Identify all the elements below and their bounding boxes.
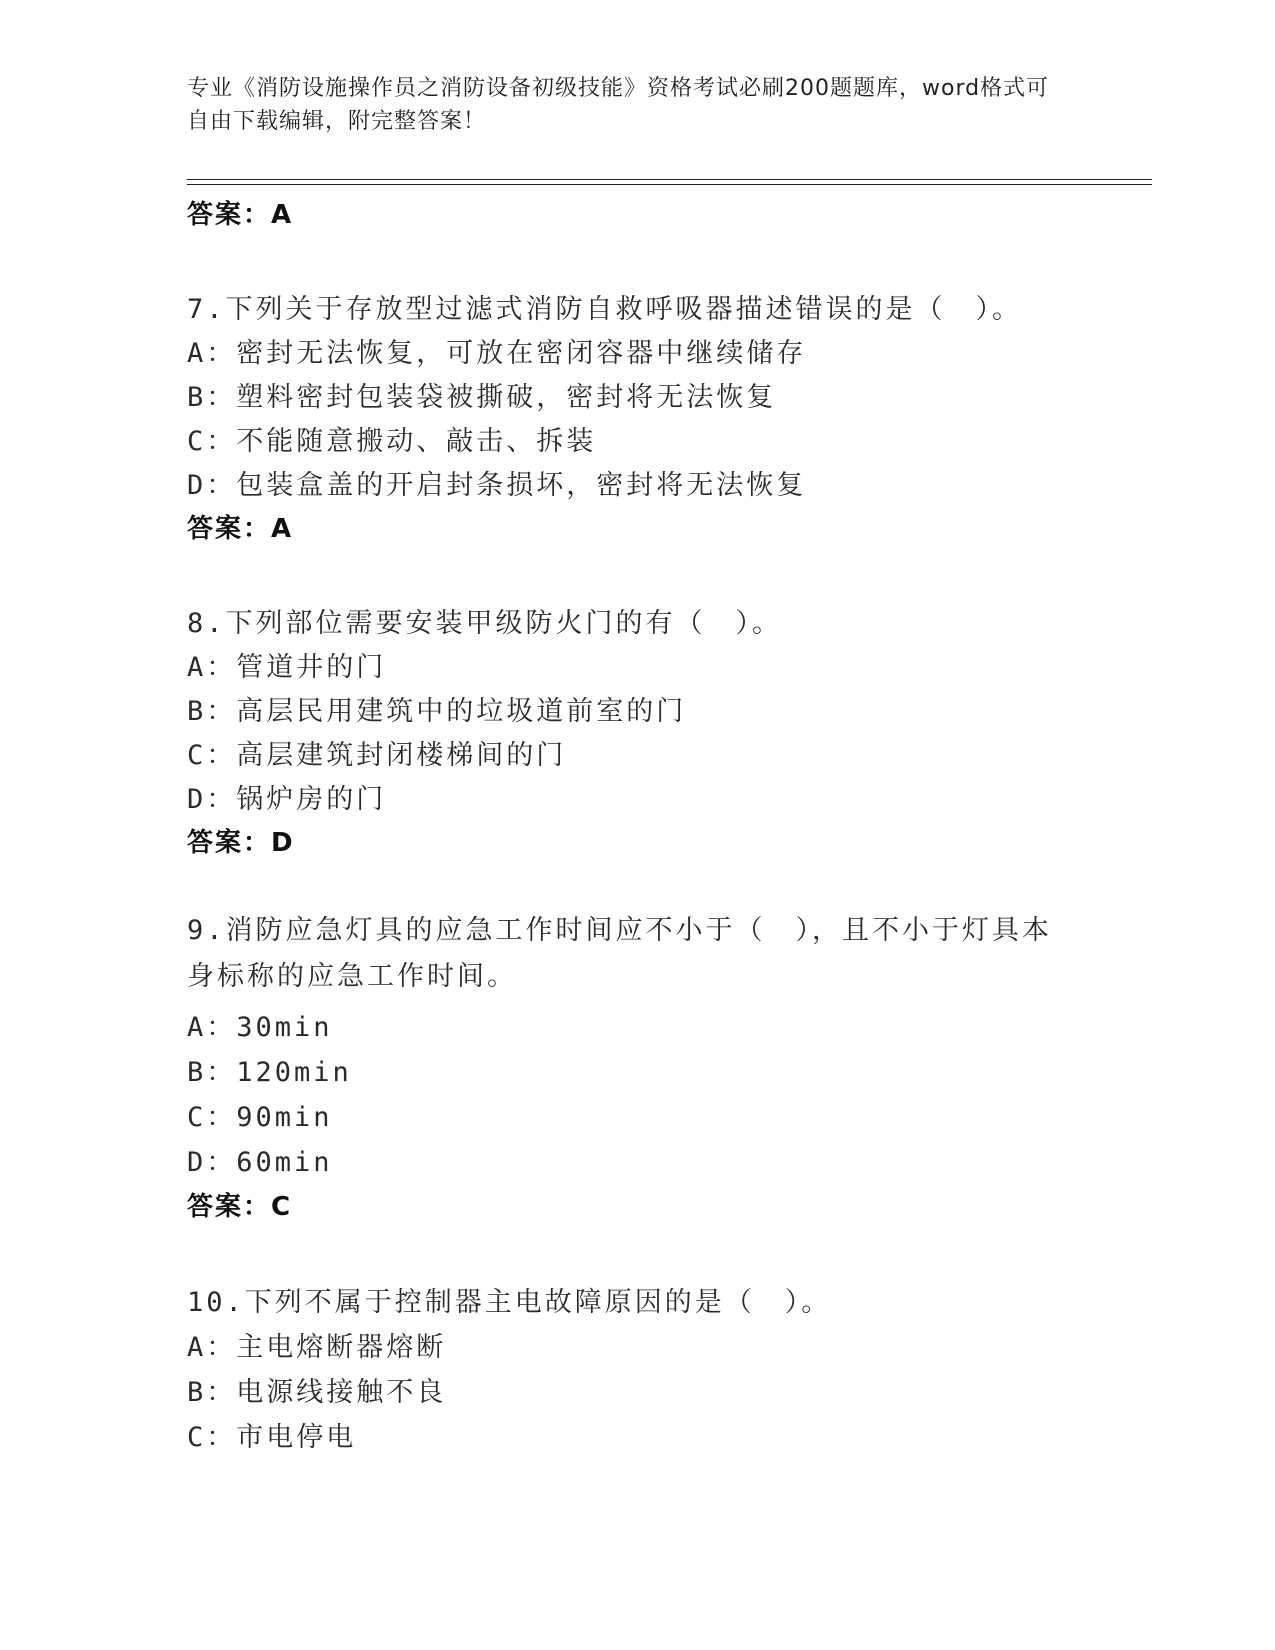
question-10-stem: 10.下列不属于控制器主电故障原因的是（ ）。 bbox=[187, 1287, 832, 1318]
question-7-option-d: D：包装盒盖的开启封条损坏，密封将无法恢复 bbox=[187, 470, 807, 501]
question-8-option-b: B：高层民用建筑中的垃圾道前室的门 bbox=[187, 696, 687, 727]
question-8-option-a: A：管道井的门 bbox=[187, 652, 387, 683]
question-9-option-c: C：90min bbox=[187, 1102, 333, 1133]
question-9-option-a: A：30min bbox=[187, 1012, 333, 1043]
document-header: 专业《消防设施操作员之消防设备初级技能》资格考试必刷200题题库，word格式可自由下载编辑，附完整答案！ bbox=[187, 76, 1050, 134]
question-7-option-a: A：密封无法恢复，可放在密闭容器中继续储存 bbox=[187, 338, 807, 369]
question-10-option-c: C：市电停电 bbox=[187, 1422, 357, 1453]
question-7-option-c: C：不能随意搬动、敲击、拆装 bbox=[187, 426, 597, 457]
question-9-option-b: B：120min bbox=[187, 1057, 352, 1088]
question-8-option-c: C：高层建筑封闭楼梯间的门 bbox=[187, 740, 567, 771]
question-7-stem: 7.下列关于存放型过滤式消防自救呼吸器描述错误的是（ ）。 bbox=[187, 294, 1023, 325]
answer-prev: 答案：A bbox=[187, 200, 294, 230]
question-7-answer: 答案：A bbox=[187, 514, 294, 544]
question-7-option-b: B：塑料密封包装袋被撕破，密封将无法恢复 bbox=[187, 382, 777, 413]
question-8-stem: 8.下列部位需要安装甲级防火门的有（ ）。 bbox=[187, 608, 783, 639]
header-rule-bottom bbox=[187, 184, 1152, 185]
question-10-option-b: B：电源线接触不良 bbox=[187, 1377, 447, 1408]
question-10-option-a: A：主电熔断器熔断 bbox=[187, 1332, 447, 1363]
question-9-stem: 9.消防应急灯具的应急工作时间应不小于（ ），且不小于灯具本身标称的应急工作时间。 bbox=[187, 915, 1053, 992]
question-8-answer: 答案：D bbox=[187, 828, 295, 858]
question-8-option-d: D：锅炉房的门 bbox=[187, 784, 387, 815]
question-9-answer: 答案：C bbox=[187, 1192, 293, 1222]
question-9-option-d: D：60min bbox=[187, 1147, 333, 1178]
header-rule-top bbox=[187, 179, 1152, 180]
